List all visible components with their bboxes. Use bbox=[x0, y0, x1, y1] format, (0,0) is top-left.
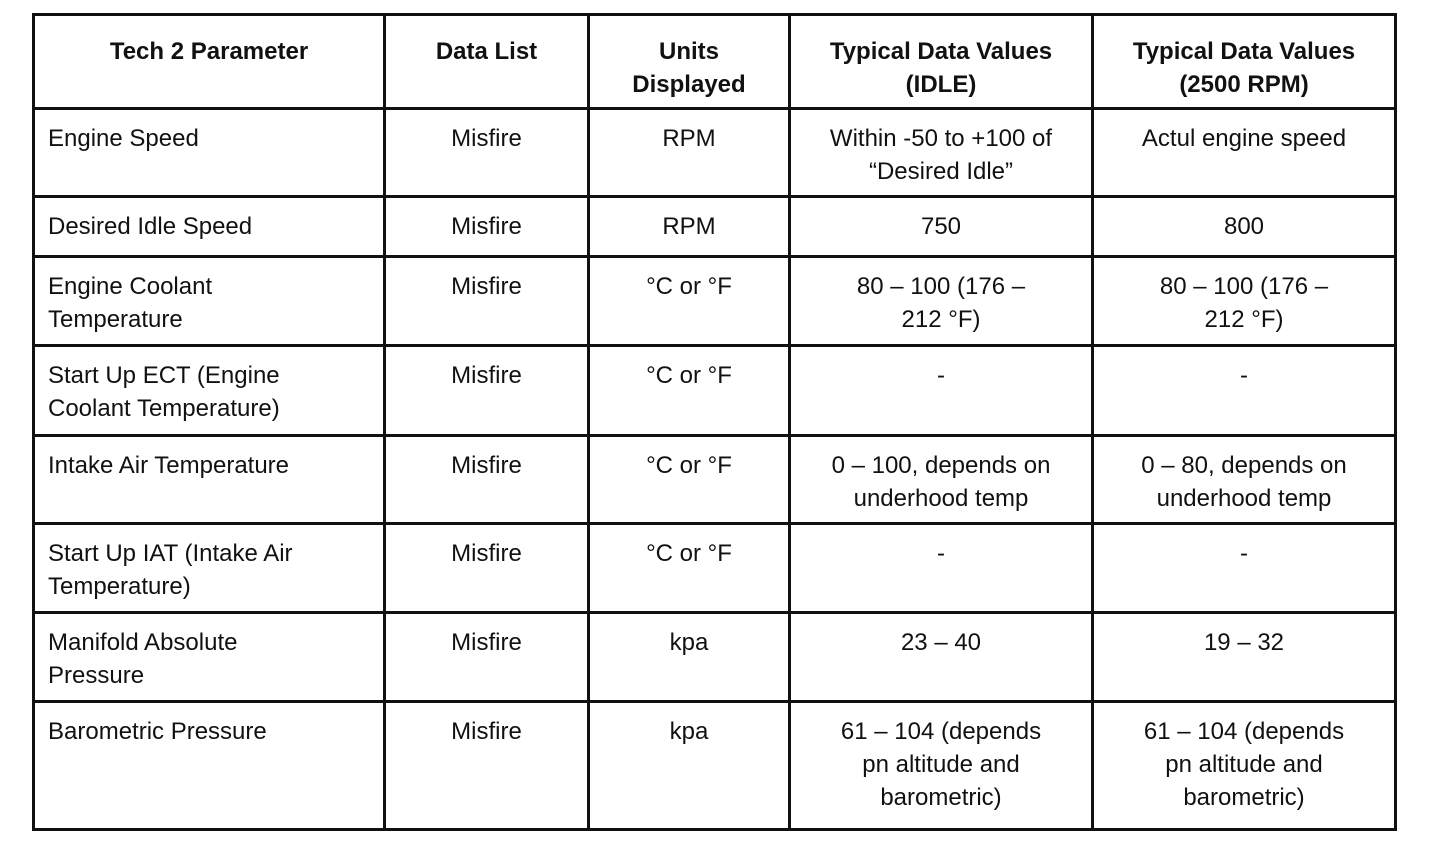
units-cell: RPM bbox=[589, 109, 790, 197]
data-list-cell: Misfire bbox=[385, 197, 589, 257]
data-list-cell: Misfire bbox=[385, 109, 589, 197]
data-list-cell: Misfire bbox=[385, 257, 589, 346]
table-row bbox=[34, 109, 1396, 197]
table-row bbox=[34, 257, 1396, 346]
tech2-data-table bbox=[32, 13, 1397, 831]
rpm2500-value-cell: 61 – 104 (depends pn altitude and barometric) bbox=[1093, 702, 1396, 830]
idle-value-cell: 0 – 100, depends on underhood temp bbox=[790, 436, 1093, 524]
header-units-displayed: Units Displayed bbox=[589, 15, 790, 109]
idle-value-cell: - bbox=[790, 524, 1093, 613]
data-list-cell: Misfire bbox=[385, 436, 589, 524]
idle-value-cell: Within -50 to +100 of “Desired Idle” bbox=[790, 109, 1093, 197]
parameter-cell: Engine Speed bbox=[34, 109, 385, 197]
parameter-cell: Intake Air Temperature bbox=[34, 436, 385, 524]
parameter-cell: Start Up ECT (Engine Coolant Temperature) bbox=[34, 346, 385, 436]
rpm2500-value-cell: - bbox=[1093, 346, 1396, 436]
table-row bbox=[34, 613, 1396, 702]
units-cell: °C or °F bbox=[589, 524, 790, 613]
rpm2500-value-cell: 80 – 100 (176 – 212 °F) bbox=[1093, 257, 1396, 346]
table-row bbox=[34, 346, 1396, 436]
rpm2500-value-cell: 0 – 80, depends on underhood temp bbox=[1093, 436, 1396, 524]
parameter-cell: Start Up IAT (Intake Air Temperature) bbox=[34, 524, 385, 613]
rpm2500-value-cell: 19 – 32 bbox=[1093, 613, 1396, 702]
data-list-cell: Misfire bbox=[385, 613, 589, 702]
table-row bbox=[34, 524, 1396, 613]
units-cell: °C or °F bbox=[589, 436, 790, 524]
parameter-cell: Manifold Absolute Pressure bbox=[34, 613, 385, 702]
idle-value-cell: 61 – 104 (depends pn altitude and barometric) bbox=[790, 702, 1093, 830]
table-header-row bbox=[34, 15, 1396, 109]
units-cell: °C or °F bbox=[589, 257, 790, 346]
rpm2500-value-cell: Actul engine speed bbox=[1093, 109, 1396, 197]
idle-value-cell: 80 – 100 (176 – 212 °F) bbox=[790, 257, 1093, 346]
data-list-cell: Misfire bbox=[385, 524, 589, 613]
parameter-cell: Engine Coolant Temperature bbox=[34, 257, 385, 346]
parameter-cell: Desired Idle Speed bbox=[34, 197, 385, 257]
table-row bbox=[34, 702, 1396, 830]
units-cell: kpa bbox=[589, 702, 790, 830]
idle-value-cell: 23 – 40 bbox=[790, 613, 1093, 702]
rpm2500-value-cell: - bbox=[1093, 524, 1396, 613]
units-cell: °C or °F bbox=[589, 346, 790, 436]
data-list-cell: Misfire bbox=[385, 346, 589, 436]
table-row bbox=[34, 436, 1396, 524]
header-typical-2500rpm: Typical Data Values (2500 RPM) bbox=[1093, 15, 1396, 109]
data-list-cell: Misfire bbox=[385, 702, 589, 830]
data-table-container bbox=[32, 13, 1394, 828]
table-row bbox=[34, 197, 1396, 257]
units-cell: RPM bbox=[589, 197, 790, 257]
parameter-cell: Barometric Pressure bbox=[34, 702, 385, 830]
units-cell: kpa bbox=[589, 613, 790, 702]
header-data-list: Data List bbox=[385, 15, 589, 109]
rpm2500-value-cell: 800 bbox=[1093, 197, 1396, 257]
header-tech2-parameter: Tech 2 Parameter bbox=[34, 15, 385, 109]
header-typical-idle: Typical Data Values (IDLE) bbox=[790, 15, 1093, 109]
idle-value-cell: - bbox=[790, 346, 1093, 436]
idle-value-cell: 750 bbox=[790, 197, 1093, 257]
